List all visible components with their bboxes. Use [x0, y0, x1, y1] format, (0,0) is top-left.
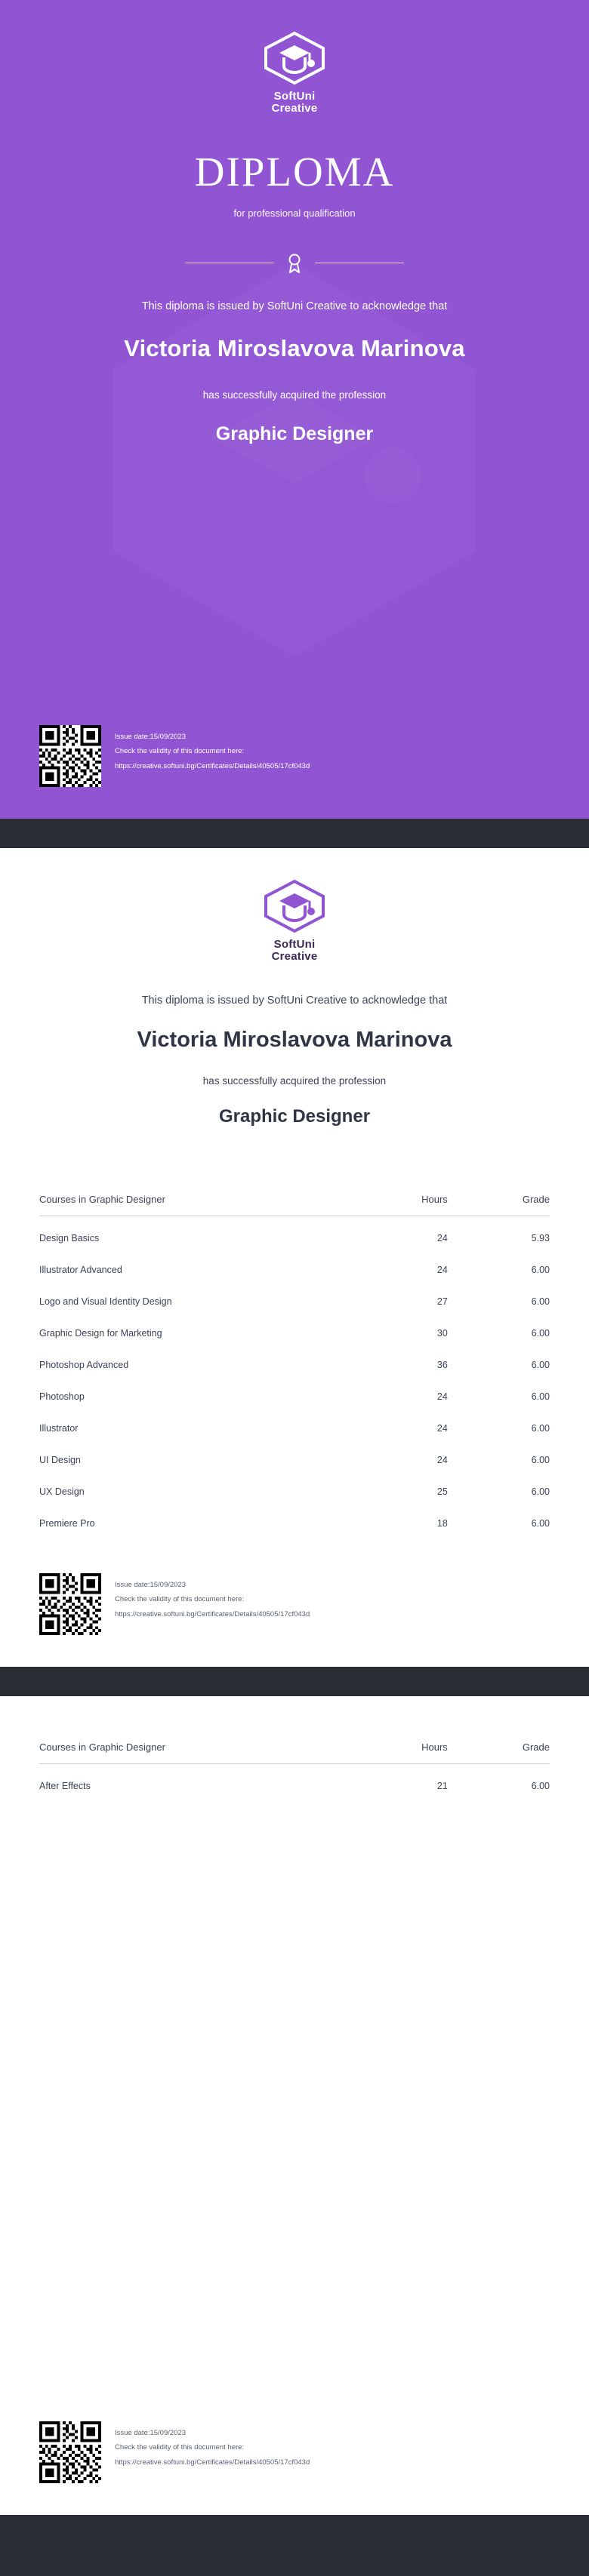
footer-text	[115, 1573, 310, 1622]
table-row	[39, 1216, 550, 1254]
courses-table-wrapper	[39, 1194, 550, 1539]
col-header-hours: Hours	[346, 1194, 448, 1216]
course-grade: 6.00	[531, 1391, 550, 1402]
col-header-grade: Grade	[448, 1741, 550, 1764]
course-hours: 25	[436, 1486, 448, 1497]
cover-issued-text: This diploma is issued by SoftUni Creative to acknowledge that	[141, 300, 448, 312]
courses-table-wrapper	[39, 1741, 550, 1802]
table-header-row	[39, 1194, 550, 1216]
courses-table	[39, 1194, 550, 1539]
course-grade: 6.00	[531, 1264, 550, 1275]
document-footer	[39, 725, 310, 787]
qr-code-icon	[39, 2421, 101, 2483]
col-header-hours: Hours	[346, 1741, 448, 1764]
course-name: Illustrator Advanced	[39, 1264, 122, 1275]
course-grade: 6.00	[531, 1486, 550, 1497]
course-grade: 6.00	[531, 1296, 550, 1307]
course-hours: 30	[436, 1327, 448, 1339]
page2-profession: Graphic Designer	[218, 1105, 371, 1127]
table-header-row	[39, 1741, 550, 1764]
brand-name-line1: SoftUni	[273, 938, 316, 951]
graduation-cap-logo-icon	[260, 878, 329, 934]
diploma-courses-page-2	[0, 1696, 589, 2515]
table-row	[39, 1764, 550, 1803]
seal-icon	[288, 254, 301, 273]
brand-name-line2: Creative	[271, 101, 318, 115]
course-name: Photoshop	[39, 1391, 85, 1402]
brand-logo	[0, 0, 589, 115]
table-row	[39, 1412, 550, 1444]
table-row	[39, 1508, 550, 1539]
qr-code-icon	[39, 725, 101, 787]
course-name: UI Design	[39, 1454, 81, 1465]
brand-name	[272, 939, 318, 963]
course-grade: 6.00	[531, 1422, 550, 1434]
table-row	[39, 1476, 550, 1508]
course-grade: 6.00	[531, 1327, 550, 1339]
course-name: Logo and Visual Identity Design	[39, 1296, 172, 1307]
course-name: Photoshop Advanced	[39, 1359, 129, 1370]
document-footer	[39, 1573, 310, 1635]
course-hours: 24	[436, 1422, 448, 1434]
course-grade: 6.00	[531, 1454, 550, 1465]
course-grade: 6.00	[531, 1359, 550, 1370]
validity-url[interactable]: https://creative.softuni.bg/Certificates/Details/40505/17cf043d	[115, 1609, 310, 1618]
cover-profession-text: has successfully acquired the profession	[202, 389, 387, 401]
page2-issued-text: This diploma is issued by SoftUni Creative to acknowledge that	[141, 994, 448, 1007]
course-name: Graphic Design for Marketing	[39, 1327, 162, 1339]
issue-date: Issue date:15/09/2023	[115, 2429, 187, 2437]
course-name: Design Basics	[39, 1232, 100, 1243]
table-row	[39, 1381, 550, 1412]
diploma-subtitle: for professional qualification	[233, 207, 356, 219]
course-name: UX Design	[39, 1486, 85, 1497]
validity-text: Check the validity of this document here:	[115, 1595, 245, 1604]
course-hours: 36	[436, 1359, 448, 1370]
brand-name-line2: Creative	[271, 949, 318, 963]
brand-name-line1: SoftUni	[273, 90, 316, 103]
brand-name	[272, 91, 318, 115]
diploma-title: DIPLOMA	[194, 148, 395, 195]
validity-url[interactable]: https://creative.softuni.bg/Certificates/Details/40505/17cf043d	[115, 761, 310, 770]
course-name: After Effects	[39, 1781, 91, 1791]
course-grade: 6.00	[531, 1517, 550, 1529]
issue-date: Issue date:15/09/2023	[115, 1581, 187, 1589]
course-name: Illustrator	[39, 1422, 79, 1434]
course-hours: 24	[436, 1454, 448, 1465]
course-hours: 24	[436, 1264, 448, 1275]
validity-url[interactable]: https://creative.softuni.bg/Certificates/Details/40505/17cf043d	[115, 2458, 310, 2467]
cover-profession: Graphic Designer	[215, 423, 374, 444]
document-footer	[39, 2421, 310, 2483]
cover-holder-name: Victoria Miroslavova Marinova	[124, 334, 465, 361]
table-row	[39, 1444, 550, 1476]
table-row	[39, 1349, 550, 1381]
course-hours: 27	[436, 1296, 448, 1307]
validity-text: Check the validity of this document here:	[115, 2443, 245, 2452]
courses-table	[39, 1741, 550, 1802]
divider	[0, 254, 589, 273]
diploma-courses-page-1	[0, 848, 589, 1667]
table-row	[39, 1286, 550, 1317]
col-header-course: Courses in Graphic Designer	[39, 1194, 346, 1216]
course-grade: 5.93	[531, 1232, 550, 1243]
footer-text	[115, 2421, 310, 2470]
graduation-cap-logo-icon	[260, 30, 329, 86]
course-hours: 24	[436, 1232, 448, 1243]
col-header-course: Courses in Graphic Designer	[39, 1741, 346, 1764]
table-row	[39, 1254, 550, 1286]
page2-profession-text: has successfully acquired the profession	[202, 1074, 387, 1087]
qr-code-icon	[39, 1573, 101, 1635]
page2-holder-name: Victoria Miroslavova Marinova	[137, 1027, 452, 1052]
course-grade: 6.00	[531, 1781, 550, 1791]
course-name: Premiere Pro	[39, 1517, 95, 1529]
course-hours: 21	[436, 1781, 448, 1791]
course-hours: 18	[436, 1517, 448, 1529]
footer-text	[115, 725, 310, 773]
brand-logo	[0, 848, 589, 963]
col-header-grade: Grade	[448, 1194, 550, 1216]
table-row	[39, 1317, 550, 1349]
issue-date: Issue date:15/09/2023	[115, 733, 187, 741]
validity-text: Check the validity of this document here:	[115, 747, 245, 756]
diploma-cover-page	[0, 0, 589, 819]
watermark-logo	[98, 249, 491, 672]
course-hours: 24	[436, 1391, 448, 1402]
